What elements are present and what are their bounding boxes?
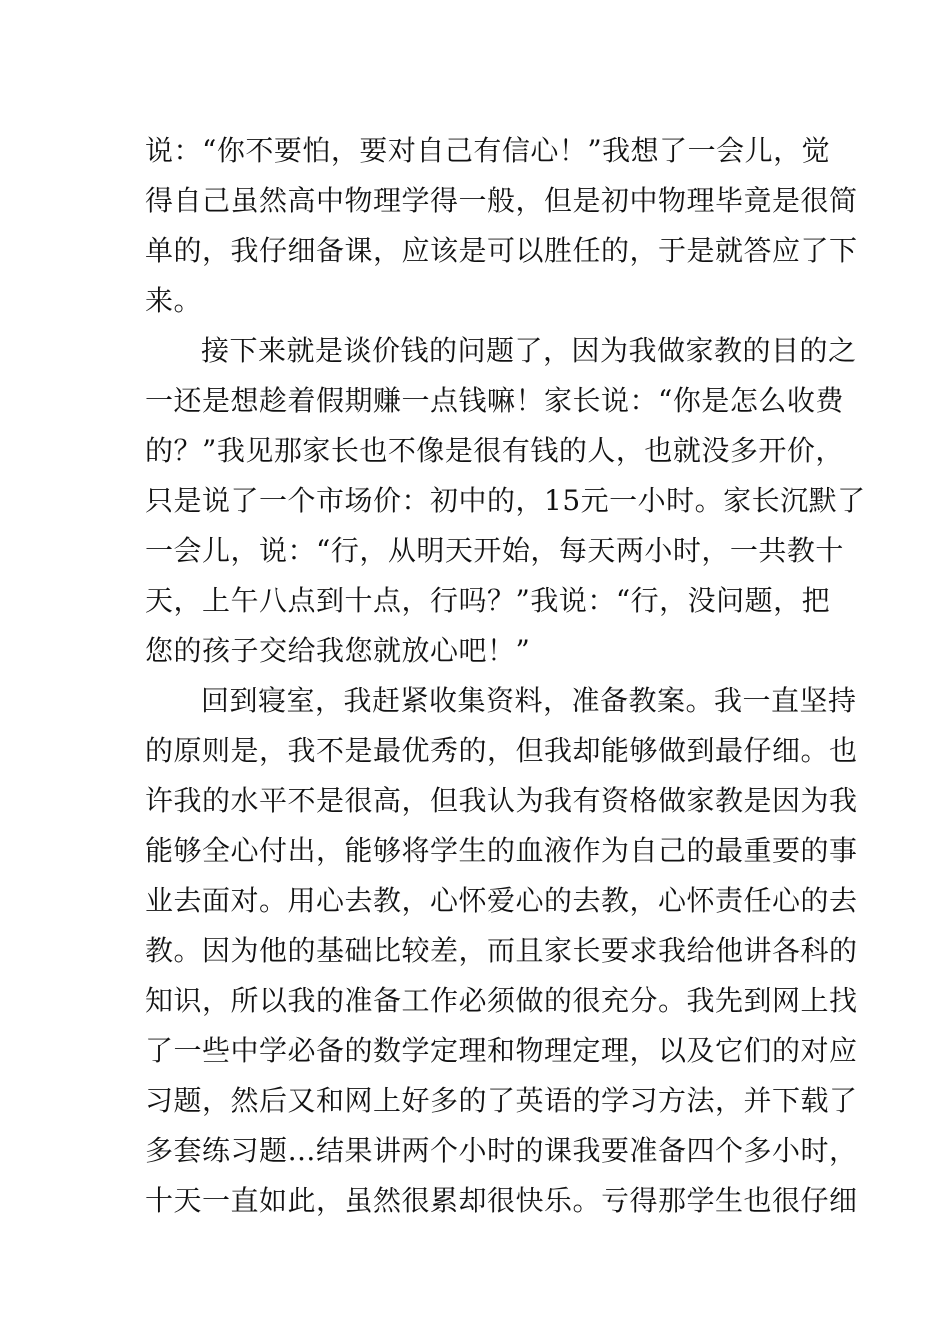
text-line: 说：“你不要怕，要对自己有信心！”我想了一会儿，觉 — [145, 134, 831, 167]
text-line: 单的，我仔细备课，应该是可以胜任的，于是就答应了下 — [145, 234, 858, 267]
text-line: 得自己虽然高中物理学得一般，但是初中物理毕竟是很简 — [145, 184, 858, 217]
text-line: 习题，然后又和网上好多的了英语的学习方法，并下载了 — [145, 1084, 858, 1117]
text-line: 一还是想趁着假期赚一点钱嘛！家长说：“你是怎么收费 — [145, 384, 844, 417]
text-line: 业去面对。用心去教，心怀爱心的去教，心怀责任心的去 — [145, 884, 858, 917]
text-line: 许我的水平不是很高，但我认为我有资格做家教是因为我 — [145, 784, 858, 817]
text-line: 教。因为他的基础比较差，而且家长要求我给他讲各科的 — [145, 934, 858, 967]
text-line: 来。 — [145, 284, 203, 317]
text-line: 的？”我见那家长也不像是很有钱的人，也就没多开价， — [145, 434, 844, 467]
text-line: 知识，所以我的准备工作必须做的很充分。我先到网上找 — [145, 984, 858, 1017]
text-line: 了一些中学必备的数学定理和物理定理，以及它们的对应 — [145, 1034, 858, 1067]
text-line: 一会儿，说：“行，从明天开始，每天两小时，一共教十 — [145, 534, 844, 567]
text-line: 只是说了一个市场价：初中的，15元一小时。家长沉默了 — [145, 484, 866, 517]
text-line: 的原则是，我不是最优秀的，但我却能够做到最仔细。也 — [145, 734, 858, 767]
text-line: 能够全心付出，能够将学生的血液作为自己的最重要的事 — [145, 834, 858, 867]
text-line: 天，上午八点到十点，行吗？”我说：“行，没问题，把 — [145, 584, 831, 617]
text-line: 多套练习题…结果讲两个小时的课我要准备四个多小时， — [145, 1134, 858, 1167]
paragraph-first-line: 回到寝室，我赶紧收集资料，准备教案。我一直坚持 — [201, 684, 857, 717]
text-line: 十天一直如此，虽然很累却很快乐。亏得那学生也很仔细 — [145, 1184, 858, 1217]
paragraph-first-line: 接下来就是谈价钱的问题了，因为我做家教的目的之 — [201, 334, 857, 367]
text-line: 您的孩子交给我您就放心吧！” — [145, 634, 531, 667]
